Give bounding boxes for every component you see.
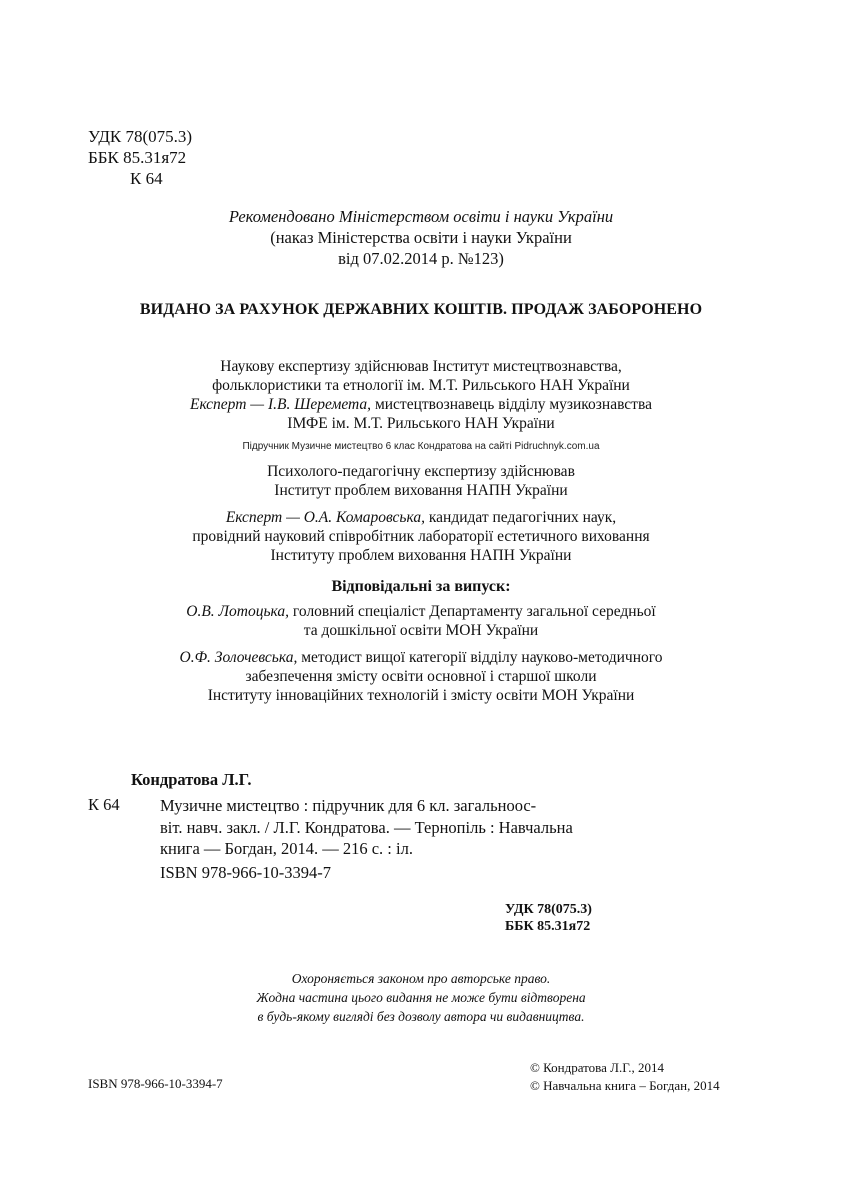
responsible-title: Відповідальні за випуск: [331,578,511,595]
author-mark: К 64 [130,169,163,188]
expertise-line: Психолого-педагогічну експертизу здійснював [267,463,575,480]
expertise-line: Наукову експертизу здійснював Інститут мистецтвознавства, [220,358,622,375]
expertise-line: Інститут проблем виховання НАПН України [274,482,568,499]
copyright-holders [530,1059,720,1095]
copyright-notice-line: Охороняється законом про авторське право. [291,971,551,986]
copyright-author: © Кондратова Л.Г., 2014 [530,1060,665,1075]
publication-notice: ВИДАНО ЗА РАХУНОК ДЕРЖАВНИХ КОШТІВ. ПРОДАЖ ЗАБОРОНЕНО [139,301,703,318]
expertise-line: ІМФЕ ім. М.Т. Рильського НАН України [287,415,555,432]
top-classification-codes [88,126,308,189]
person-role-line: Інституту інноваційних технологій і змісту освіти МОН України [207,687,635,704]
order-line: (наказ Міністерства освіти і науки України [270,228,572,247]
expertise-line: Інституту проблем виховання НАПН України [270,547,572,564]
expertise-line: фольклористики та етнології ім. М.Т. Рильського НАН України [212,377,630,394]
catalog-author: Кондратова Л.Г. [131,770,252,789]
person-role-line: забезпечення змісту освіти основної і старшої школи [245,668,597,685]
pedagogical-expertise [0,462,842,565]
person-role: методист вищої категорії відділу науково-методичного [297,649,663,666]
isbn-footer: ISBN 978-966-10-3394-7 [88,1076,223,1091]
website-watermark-line: Підручник Музичне мистецтво 6 клас Кондратова на сайті Pidruchnyk.com.ua [242,441,600,452]
scientific-expertise [0,357,842,433]
udk-code: УДК 78(075.3) [505,902,592,917]
catalog-author-mark: К 64 [88,795,120,814]
copyright-notice-line: Жодна частина цього видання не може бути відтворена [256,990,586,1005]
bbk-code: ББК 85.31я72 [505,919,591,934]
bbk-code: ББК 85.31я72 [88,148,187,167]
expert-line [0,395,842,414]
order-date-line: від 07.02.2014 р. №123) [338,249,504,268]
catalog-description-line: віт. навч. закл. / Л.Г. Кондратова. — Тернопіль : Навчальна [160,817,573,837]
person-name: О.В. Лотоцька, [186,603,290,620]
catalog-description-line: Музичне мистецтво : підручник для 6 кл. загальноос- [160,796,537,815]
copyright-publisher: © Навчальна книга – Богдан, 2014 [530,1078,720,1093]
expert-role: мистецтвознавець відділу музикознавства [371,396,652,413]
bottom-classification-codes [505,901,592,935]
person-name: О.Ф. Золочевська, [179,649,298,666]
expert-name: Експерт — О.А. Комаровська, [225,509,425,526]
copyright-notice [0,969,842,1026]
recommendation-line: Рекомендовано Міністерством освіти і науки України [228,207,614,226]
catalog-isbn: ISBN 978-966-10-3394-7 [160,863,331,882]
ministry-recommendation [0,206,842,269]
expert-line [0,508,842,527]
catalog-description [160,795,620,860]
person-role-line: та дошкільної освіти МОН України [303,622,539,639]
catalog-description-line: книга — Богдан, 2014. — 216 с. : іл. [160,839,413,858]
copyright-notice-line: в будь-якому вигляді без дозволу автора чи видавництва. [257,1009,585,1024]
responsible-person [0,648,842,705]
udk-code: УДК 78(075.3) [88,127,193,146]
expert-name: Експерт — І.В. Шеремета, [190,396,372,413]
expert-role: кандидат педагогічних наук, [424,509,617,526]
expertise-line: провідний науковий співробітник лабораторії естетичного виховання [192,528,650,545]
responsible-person [0,602,842,640]
person-role: головний спеціаліст Департаменту загальної середньої [289,603,656,620]
